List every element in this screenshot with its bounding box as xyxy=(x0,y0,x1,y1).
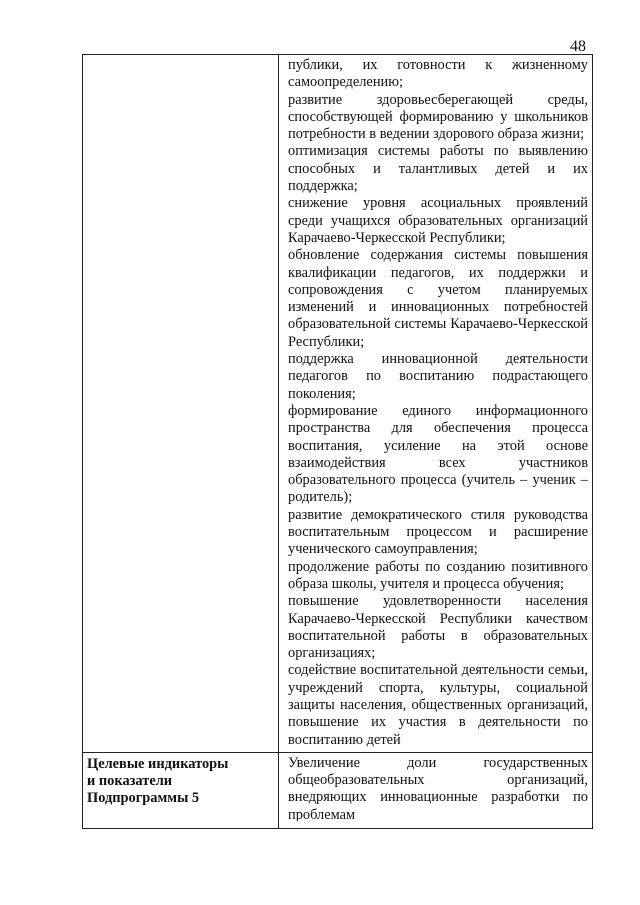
table-row xyxy=(83,752,593,828)
list-item: развитие здоровьесберегающей среды, способствующей формированию у школьников потребности в ведении здорового образа жизни; xyxy=(288,91,588,143)
list-item: обновление содержания системы повышения квалификации педагогов, их поддержки и сопровождения с учетом планируемых изменений и инновационных потребностей образовательной системы Карачаево-Черкесской Республики; xyxy=(288,247,588,350)
page-number: 48 xyxy=(570,38,586,55)
list-item: развитие демократического стиля руководства воспитательным процессом и расширение ученического самоуправления; xyxy=(288,506,588,558)
table-cell-left-empty xyxy=(83,55,279,753)
list-item: формирование единого информационного пространства для обеспечения процесса воспитания, усиление на этой основе взаимодействия всех участников образовательного процесса (учитель – ученик – родитель); xyxy=(288,402,588,506)
indicators-label-cell xyxy=(83,752,279,828)
list-item: продолжение работы по созданию позитивного образа школы, учителя и процесса обучения; xyxy=(288,558,588,592)
list-item: поддержка инновационной деятельности педагогов по воспитанию подрастающего поколения; xyxy=(288,351,588,402)
indicators-text: Увеличение доли государственных общеобразовательных организаций, внедряющих инновационные разработки по проблемам xyxy=(288,754,588,821)
list-item: содействие воспитательной деятельности семьи, учреждений спорта, культуры, социальной защиты населения, общественных организаций, повышение их участия в деятельности по воспитанию детей xyxy=(288,662,588,748)
objectives-cell xyxy=(279,55,593,753)
list-item: снижение уровня асоциальных проявлений среди учащихся образовательных организаций Карачаево-Черкесской Республики; xyxy=(288,195,588,246)
indicators-text-cell xyxy=(279,752,593,828)
indicators-label-line: Подпрограммы 5 xyxy=(87,790,200,807)
indicators-label-line: Целевые индикаторы xyxy=(87,755,229,772)
list-item: оптимизация системы работы по выявлению способных и талантливых детей и их поддержка; xyxy=(288,143,588,195)
list-item: публики, их готовности к жизненному самоопределению; xyxy=(288,57,588,91)
list-item: повышение удовлетворенности населения Карачаево-Черкесской Республики качеством воспитательной работы в образовательных организациях; xyxy=(288,593,588,662)
table-row xyxy=(83,55,593,753)
indicators-label-line: и показатели xyxy=(87,773,173,790)
subprogram-table xyxy=(82,54,593,829)
